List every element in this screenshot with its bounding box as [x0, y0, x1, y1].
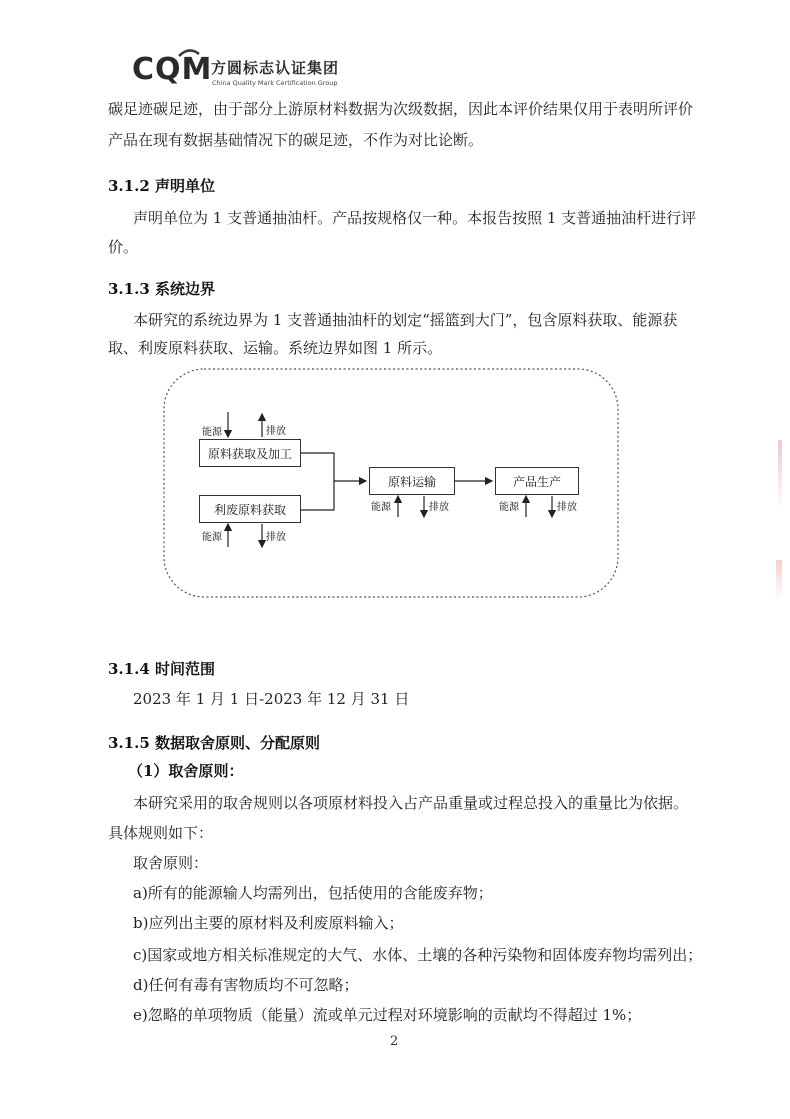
stamp-edge-mark [778, 440, 782, 510]
rule-a: a)所有的能源输人均需列出，包括使用的含能废弃物； [133, 884, 493, 902]
s313-line-1: 本研究的系统边界为 1 支普通抽油杆的划定“摇篮到大门”，包含原料获取、能源获 [133, 311, 678, 329]
s314-line-1: 2023 年 1 月 1 日-2023 年 12 月 31 日 [133, 690, 410, 708]
s315-line-2: 具体规则如下： [108, 824, 214, 842]
intro-line-2: 产品在现有数据基础情况下的碳足迹，不作为对比论断。 [108, 131, 484, 149]
rule-e: e)忽略的单项物质（能量）流或单元过程对环境影响的贡献均不得超过 1%； [133, 1006, 642, 1024]
section-3-1-2-heading: 3.1.2 声明单位 [108, 177, 215, 195]
logo-mark: CQM [132, 52, 213, 87]
s315-line-1: 本研究采用的取舍规则以各项原材料投入占产品重量或过程总投入的重量比为依据。 [133, 794, 689, 812]
s312-line-2: 价。 [108, 238, 139, 256]
rule-d: d)任何有毒有害物质均不可忽略； [133, 976, 359, 994]
section-3-1-5-heading: 3.1.5 数据取舍原则、分配原则 [108, 734, 320, 752]
s315-line-3: 取舍原则： [133, 854, 209, 872]
box-raw-material-processing: 原料获取及加工 [199, 439, 301, 467]
s315-subheading: （1）取舍原则： [128, 762, 244, 780]
logo-org-name-en: China Quality Mark Certification Group [212, 79, 338, 87]
box-production: 产品生产 [495, 467, 579, 495]
system-boundary-diagram [162, 367, 620, 599]
label-emission-transport: 排放 [429, 502, 449, 513]
label-emission-recycled: 排放 [266, 532, 286, 543]
rule-c: c)国家或地方相关标准规定的大气、水体、土壤的各种污染物和固体废弃物均需列出； [133, 946, 703, 964]
page-number: 2 [390, 1034, 399, 1049]
s313-line-2: 取、利废原料获取、运输。系统边界如图 1 所示。 [108, 339, 443, 357]
label-emission-production: 排放 [557, 502, 577, 513]
logo-swoosh-icon [178, 48, 200, 58]
intro-line-1: 碳足迹碳足迹，由于部分上游原材料数据为次级数据，因此本评价结果仅用于表明所评价 [108, 100, 694, 118]
rule-b: b)应列出主要的原材料及利废原料输入； [133, 914, 404, 932]
stamp-edge-mark-2 [776, 560, 782, 600]
label-energy-recycled: 能源 [202, 532, 222, 543]
section-3-1-4-heading: 3.1.4 时间范围 [108, 660, 215, 678]
section-3-1-3-heading: 3.1.3 系统边界 [108, 280, 215, 298]
label-energy-production: 能源 [499, 502, 519, 513]
box-material-transport: 原料运输 [369, 467, 455, 495]
label-energy-transport: 能源 [371, 502, 391, 513]
label-energy-raw: 能源 [202, 427, 222, 438]
box-recycled-material: 利废原料获取 [199, 495, 301, 523]
logo-org-name-cn: 方圆标志认证集团 [211, 59, 340, 77]
label-emission-raw: 排放 [266, 426, 286, 437]
s312-line-1: 声明单位为 1 支普通抽油杆。产品按规格仅一种。本报告按照 1 支普通抽油杆进行评 [133, 209, 697, 227]
